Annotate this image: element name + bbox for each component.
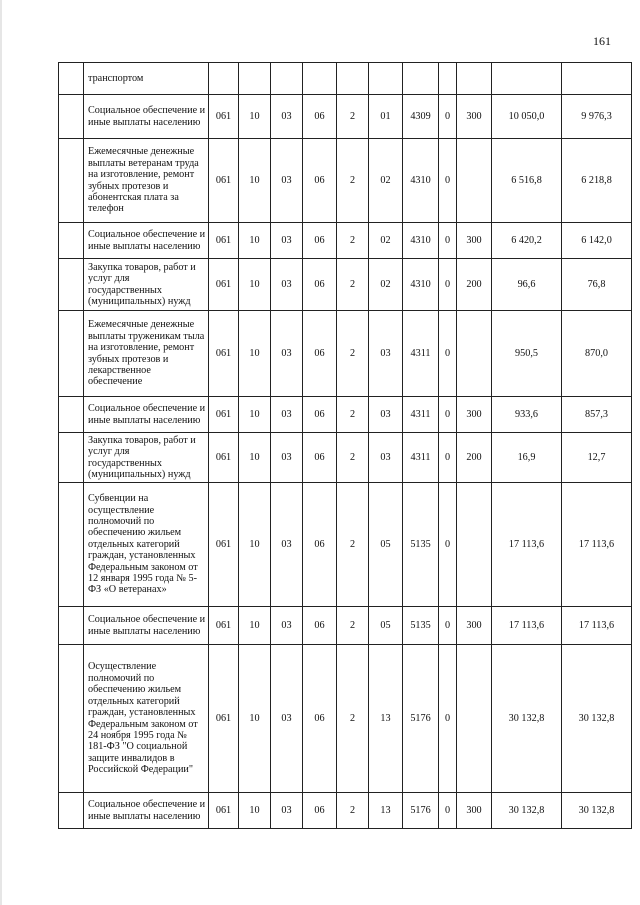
cell-amount1: 950,5 xyxy=(492,311,562,397)
cell-expense-type xyxy=(457,311,492,397)
cell-admin: 061 xyxy=(209,793,239,829)
cell-direction: 4311 xyxy=(403,311,439,397)
cell-section: 10 xyxy=(239,645,271,793)
cell-subsection: 03 xyxy=(271,645,303,793)
cell-direction: 4309 xyxy=(403,95,439,139)
cell-amount1: 17 113,6 xyxy=(492,607,562,645)
cell-direction: 5135 xyxy=(403,607,439,645)
cell-section xyxy=(239,63,271,95)
cell-name: Закупка товаров, работ и услуг для государственных (муниципальных) нужд xyxy=(84,433,209,483)
table-body xyxy=(59,63,632,829)
table-row xyxy=(59,139,632,223)
cell-main-event: 05 xyxy=(369,483,403,607)
cell-direction: 4310 xyxy=(403,223,439,259)
cell-section: 10 xyxy=(239,483,271,607)
cell-amount2: 870,0 xyxy=(562,311,632,397)
cell-subsection: 03 xyxy=(271,433,303,483)
cell-direction: 5135 xyxy=(403,483,439,607)
cell-program: 06 xyxy=(303,793,337,829)
row-margin-cell xyxy=(59,793,84,829)
cell-amount2: 6 218,8 xyxy=(562,139,632,223)
cell-extra: 0 xyxy=(439,397,457,433)
cell-amount1: 30 132,8 xyxy=(492,793,562,829)
row-margin-cell xyxy=(59,311,84,397)
cell-amount2: 30 132,8 xyxy=(562,793,632,829)
cell-subsection: 03 xyxy=(271,311,303,397)
cell-expense-type xyxy=(457,645,492,793)
cell-subsection: 03 xyxy=(271,259,303,311)
cell-main-event: 03 xyxy=(369,311,403,397)
cell-main-event: 05 xyxy=(369,607,403,645)
cell-name: транспортом xyxy=(84,63,209,95)
cell-main-event: 01 xyxy=(369,95,403,139)
cell-section: 10 xyxy=(239,95,271,139)
cell-extra: 0 xyxy=(439,223,457,259)
cell-admin: 061 xyxy=(209,483,239,607)
cell-subprogram: 2 xyxy=(337,259,369,311)
cell-amount2: 17 113,6 xyxy=(562,607,632,645)
cell-amount2: 9 976,3 xyxy=(562,95,632,139)
cell-amount2: 30 132,8 xyxy=(562,645,632,793)
cell-program: 06 xyxy=(303,645,337,793)
cell-main-event: 03 xyxy=(369,397,403,433)
cell-extra: 0 xyxy=(439,433,457,483)
cell-subsection: 03 xyxy=(271,483,303,607)
cell-extra: 0 xyxy=(439,139,457,223)
cell-subprogram xyxy=(337,63,369,95)
cell-name: Осуществление полномочий по обеспечению жильем отдельных категорий граждан, установленных Федеральным законом от 24 ноября 1995 года № 181-ФЗ "О социальной защите инвалидов в Российской Федерации" xyxy=(84,645,209,793)
cell-extra: 0 xyxy=(439,607,457,645)
cell-name: Ежемесячные денежные выплаты труженикам тыла на изготовление, ремонт зубных протезов и лекарственное обеспечение xyxy=(84,311,209,397)
cell-section: 10 xyxy=(239,139,271,223)
cell-name: Социальное обеспечение и иные выплаты населению xyxy=(84,607,209,645)
cell-admin: 061 xyxy=(209,433,239,483)
table-row xyxy=(59,259,632,311)
cell-amount2: 76,8 xyxy=(562,259,632,311)
scan-edge xyxy=(0,0,2,905)
cell-amount1: 6 516,8 xyxy=(492,139,562,223)
cell-section: 10 xyxy=(239,259,271,311)
page-number: 161 xyxy=(593,34,611,48)
cell-main-event: 13 xyxy=(369,793,403,829)
cell-admin: 061 xyxy=(209,311,239,397)
cell-main-event: 02 xyxy=(369,223,403,259)
cell-subprogram: 2 xyxy=(337,433,369,483)
table-row xyxy=(59,483,632,607)
cell-admin: 061 xyxy=(209,259,239,311)
cell-subprogram: 2 xyxy=(337,645,369,793)
cell-section: 10 xyxy=(239,793,271,829)
cell-subsection: 03 xyxy=(271,139,303,223)
cell-subprogram: 2 xyxy=(337,397,369,433)
cell-main-event: 13 xyxy=(369,645,403,793)
cell-amount1: 933,6 xyxy=(492,397,562,433)
cell-expense-type: 200 xyxy=(457,259,492,311)
cell-main-event xyxy=(369,63,403,95)
table-row xyxy=(59,645,632,793)
table-row xyxy=(59,223,632,259)
cell-expense-type: 300 xyxy=(457,397,492,433)
cell-name: Закупка товаров, работ и услуг для государственных (муниципальных) нужд xyxy=(84,259,209,311)
cell-program: 06 xyxy=(303,483,337,607)
cell-main-event: 02 xyxy=(369,139,403,223)
cell-admin: 061 xyxy=(209,397,239,433)
cell-direction: 5176 xyxy=(403,793,439,829)
cell-admin: 061 xyxy=(209,95,239,139)
cell-amount1: 6 420,2 xyxy=(492,223,562,259)
cell-extra: 0 xyxy=(439,311,457,397)
cell-direction xyxy=(403,63,439,95)
cell-amount2: 857,3 xyxy=(562,397,632,433)
cell-subsection: 03 xyxy=(271,607,303,645)
cell-name: Социальное обеспечение и иные выплаты населению xyxy=(84,793,209,829)
table-row xyxy=(59,63,632,95)
cell-expense-type: 300 xyxy=(457,607,492,645)
table-row xyxy=(59,397,632,433)
cell-main-event: 03 xyxy=(369,433,403,483)
cell-subprogram: 2 xyxy=(337,139,369,223)
cell-amount1: 96,6 xyxy=(492,259,562,311)
cell-program: 06 xyxy=(303,311,337,397)
cell-amount2 xyxy=(562,63,632,95)
cell-admin: 061 xyxy=(209,139,239,223)
cell-amount2: 12,7 xyxy=(562,433,632,483)
cell-subsection xyxy=(271,63,303,95)
cell-section: 10 xyxy=(239,311,271,397)
cell-subsection: 03 xyxy=(271,95,303,139)
cell-amount2: 17 113,6 xyxy=(562,483,632,607)
cell-expense-type: 300 xyxy=(457,223,492,259)
cell-name: Социальное обеспечение и иные выплаты населению xyxy=(84,223,209,259)
cell-direction: 4310 xyxy=(403,259,439,311)
row-margin-cell xyxy=(59,259,84,311)
cell-program: 06 xyxy=(303,95,337,139)
cell-subprogram: 2 xyxy=(337,311,369,397)
row-margin-cell xyxy=(59,139,84,223)
cell-admin xyxy=(209,63,239,95)
cell-name: Субвенции на осуществление полномочий по обеспечению жильем отдельных категорий граждан, установленных Федеральным законом от 12 января 1995 года № 5-ФЗ «О ветеранах» xyxy=(84,483,209,607)
cell-amount1: 17 113,6 xyxy=(492,483,562,607)
cell-admin: 061 xyxy=(209,607,239,645)
cell-program: 06 xyxy=(303,139,337,223)
cell-program: 06 xyxy=(303,433,337,483)
cell-program: 06 xyxy=(303,397,337,433)
table-row xyxy=(59,433,632,483)
cell-name: Социальное обеспечение и иные выплаты населению xyxy=(84,397,209,433)
cell-admin: 061 xyxy=(209,645,239,793)
row-margin-cell xyxy=(59,645,84,793)
cell-amount1: 16,9 xyxy=(492,433,562,483)
cell-program: 06 xyxy=(303,259,337,311)
cell-direction: 4311 xyxy=(403,397,439,433)
cell-amount1 xyxy=(492,63,562,95)
cell-program: 06 xyxy=(303,607,337,645)
cell-expense-type xyxy=(457,139,492,223)
cell-name: Социальное обеспечение и иные выплаты населению xyxy=(84,95,209,139)
row-margin-cell xyxy=(59,223,84,259)
cell-extra: 0 xyxy=(439,793,457,829)
row-margin-cell xyxy=(59,433,84,483)
cell-section: 10 xyxy=(239,223,271,259)
row-margin-cell xyxy=(59,397,84,433)
cell-expense-type: 200 xyxy=(457,433,492,483)
table-row xyxy=(59,311,632,397)
cell-subprogram: 2 xyxy=(337,223,369,259)
cell-expense-type: 300 xyxy=(457,793,492,829)
row-margin-cell xyxy=(59,63,84,95)
cell-subsection: 03 xyxy=(271,397,303,433)
cell-expense-type xyxy=(457,483,492,607)
cell-section: 10 xyxy=(239,607,271,645)
row-margin-cell xyxy=(59,95,84,139)
row-margin-cell xyxy=(59,483,84,607)
cell-subsection: 03 xyxy=(271,793,303,829)
cell-amount1: 10 050,0 xyxy=(492,95,562,139)
cell-admin: 061 xyxy=(209,223,239,259)
cell-expense-type xyxy=(457,63,492,95)
cell-extra: 0 xyxy=(439,95,457,139)
table-row xyxy=(59,793,632,829)
cell-section: 10 xyxy=(239,433,271,483)
cell-program xyxy=(303,63,337,95)
cell-extra: 0 xyxy=(439,483,457,607)
table-row xyxy=(59,95,632,139)
cell-subprogram: 2 xyxy=(337,607,369,645)
cell-subprogram: 2 xyxy=(337,483,369,607)
cell-extra xyxy=(439,63,457,95)
cell-section: 10 xyxy=(239,397,271,433)
budget-table xyxy=(58,62,632,829)
cell-program: 06 xyxy=(303,223,337,259)
cell-extra: 0 xyxy=(439,259,457,311)
cell-direction: 4311 xyxy=(403,433,439,483)
table-row xyxy=(59,607,632,645)
cell-main-event: 02 xyxy=(369,259,403,311)
cell-extra: 0 xyxy=(439,645,457,793)
cell-direction: 4310 xyxy=(403,139,439,223)
row-margin-cell xyxy=(59,607,84,645)
cell-subsection: 03 xyxy=(271,223,303,259)
cell-name: Ежемесячные денежные выплаты ветеранам труда на изготовление, ремонт зубных протезов и абонентская плата за телефон xyxy=(84,139,209,223)
cell-amount1: 30 132,8 xyxy=(492,645,562,793)
cell-subprogram: 2 xyxy=(337,95,369,139)
cell-direction: 5176 xyxy=(403,645,439,793)
cell-subprogram: 2 xyxy=(337,793,369,829)
cell-expense-type: 300 xyxy=(457,95,492,139)
cell-amount2: 6 142,0 xyxy=(562,223,632,259)
